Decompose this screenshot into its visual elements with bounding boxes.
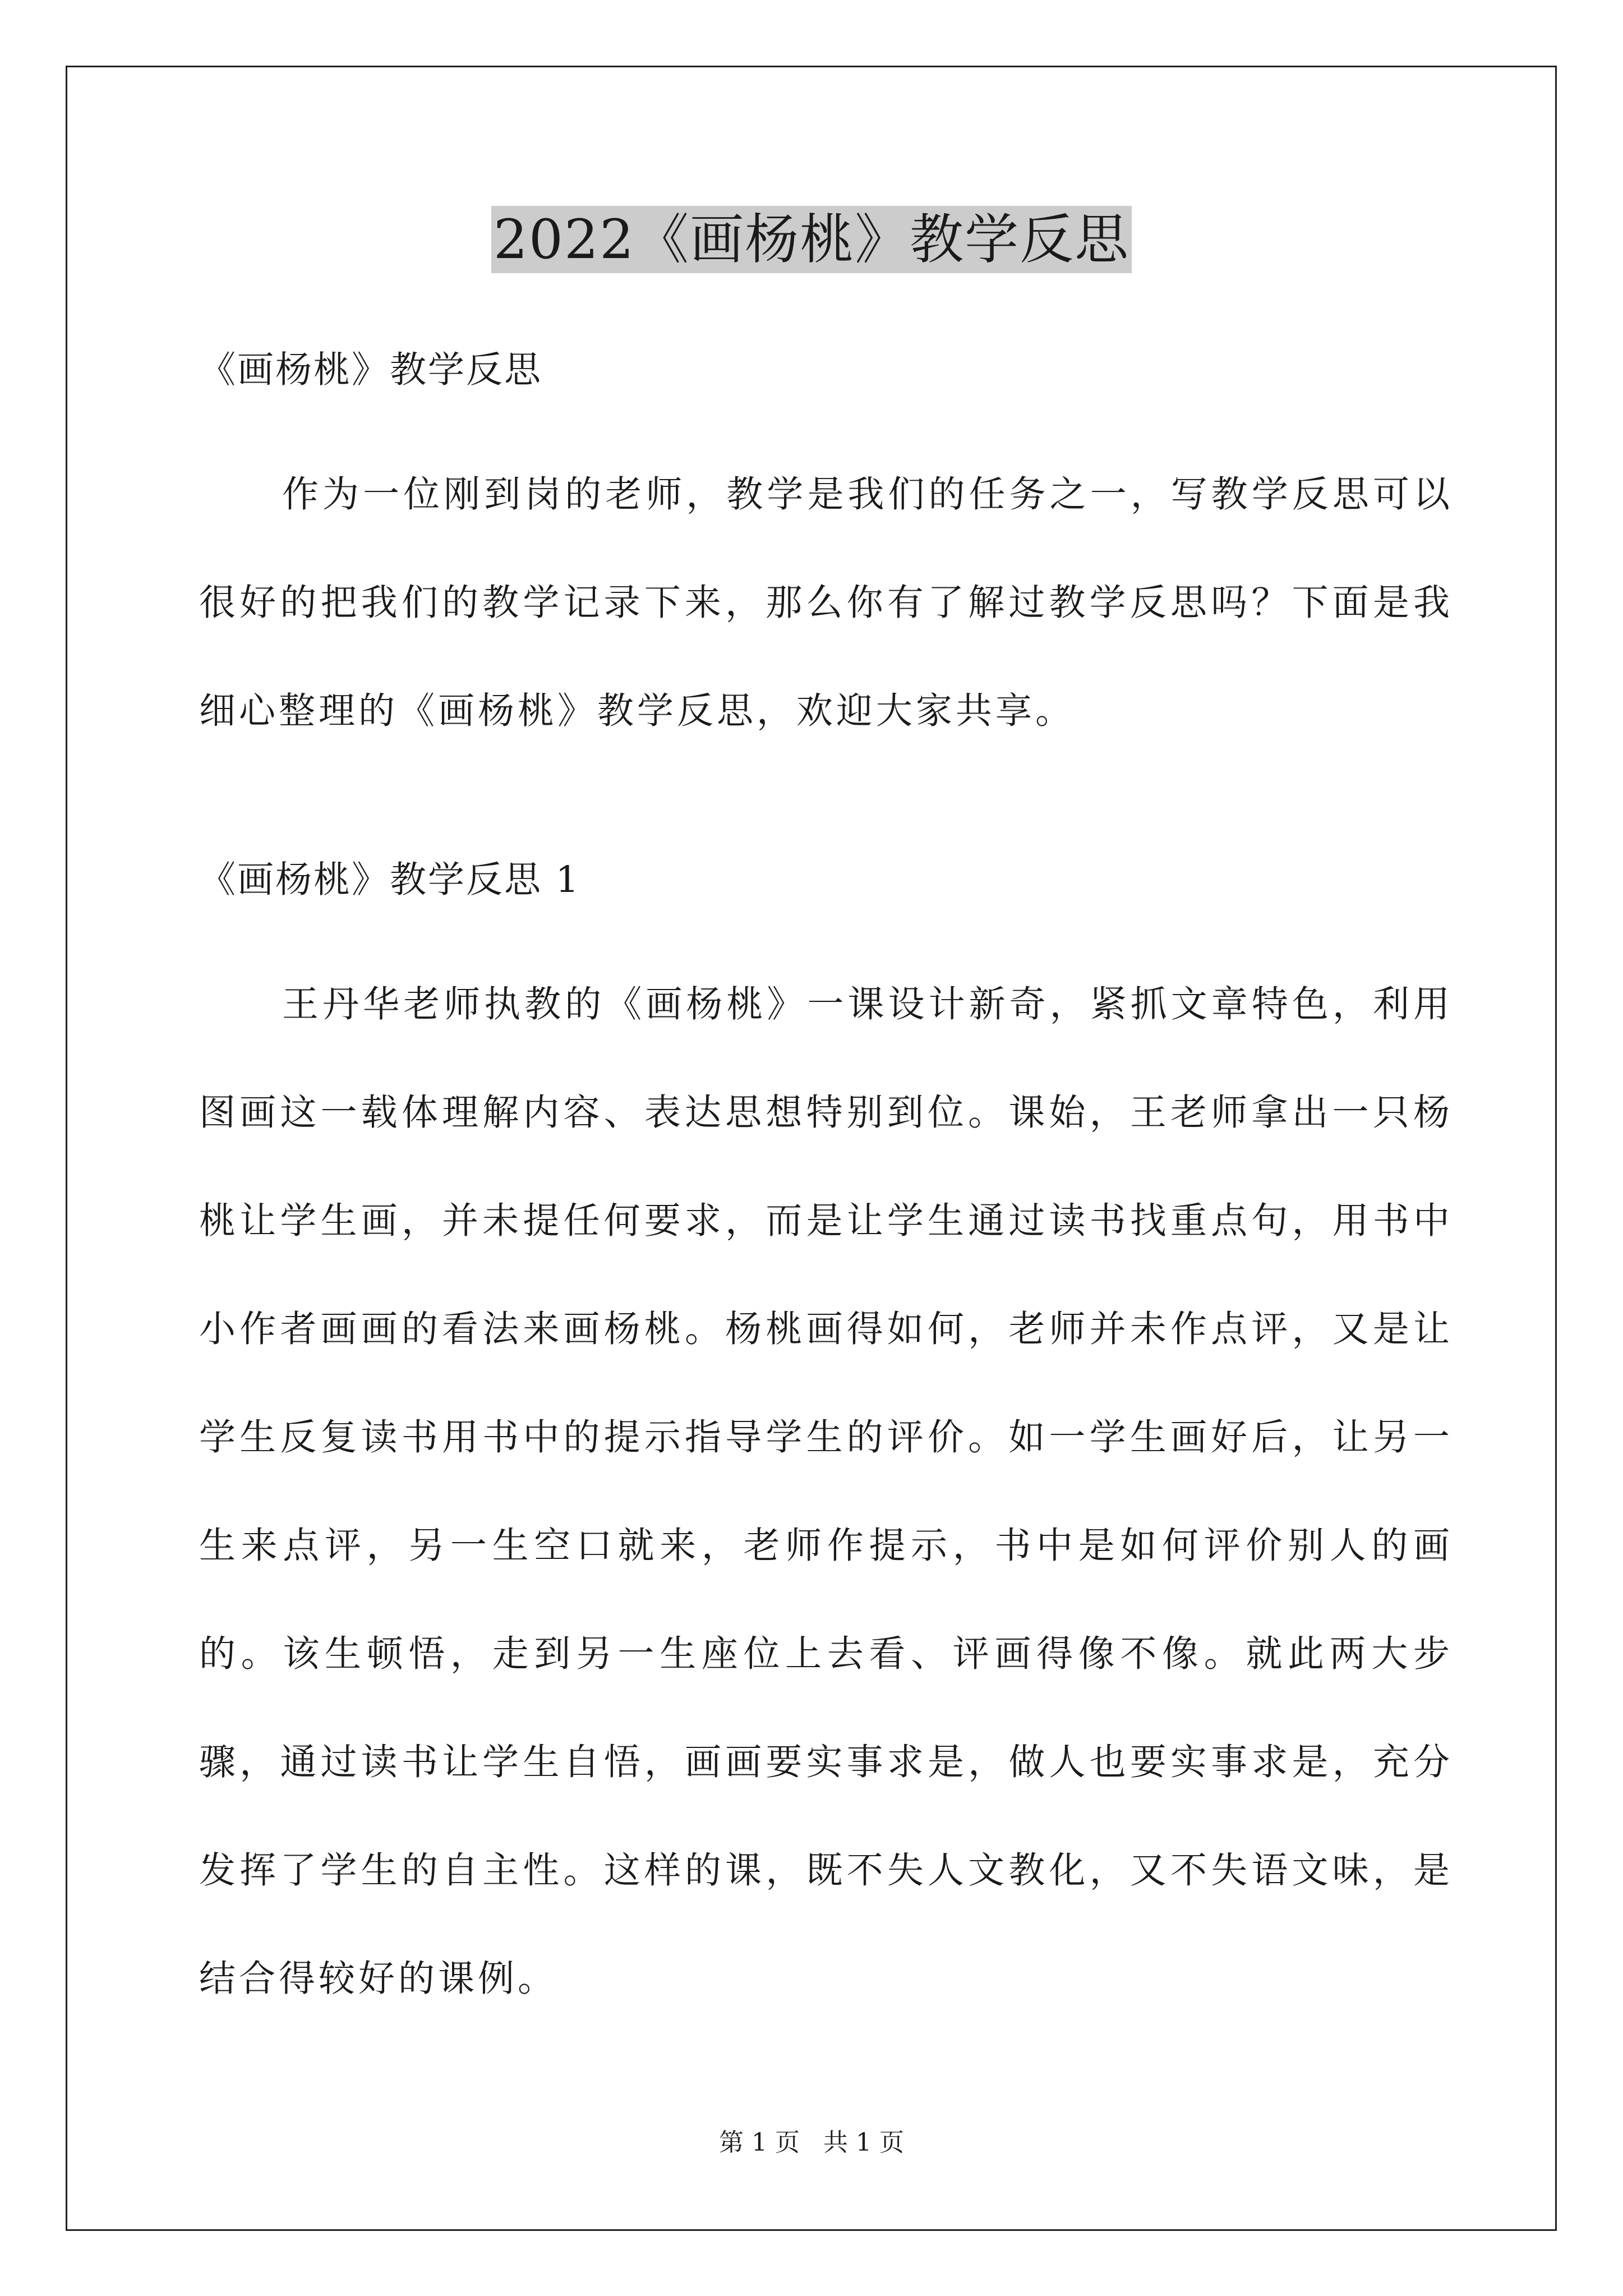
intro-heading: 《画杨桃》教学反思: [199, 349, 543, 391]
section-1-heading: 《画杨桃》教学反思 1: [199, 859, 581, 901]
page-number-current: 第 1 页: [719, 2128, 800, 2157]
document-body: [199, 317, 1453, 2033]
document-title-text: 2022《画杨桃》教学反思: [491, 206, 1132, 273]
page-number-total: 共 1 页: [823, 2128, 904, 2157]
page-footer: [0, 2126, 1623, 2160]
document-title: [0, 203, 1623, 276]
intro-paragraph: 作为一位刚到岗的老师，教学是我们的任务之一，写教学反思可以很好的把我们的教学记录下来，那么你有了解过教学反思吗？下面是我细心整理的《画杨桃》教学反思，欢迎大家共享。: [199, 473, 1453, 732]
section-1-paragraph: 王丹华老师执教的《画杨桃》一课设计新奇，紧抓文章特色，利用图画这一载体理解内容、表达思想特别到位。课始，王老师拿出一只杨桃让学生画，并未提任何要求，而是让学生通过读书找重点句，用书中小作者画画的看法来画杨桃。杨桃画得如何，老师并未作点评，又是让学生反复读书用书中的提示指导学生的评价。如一学生画好后，让另一生来点评，另一生空口就来，老师作提示，书中是如何评价别人的画的。该生顿悟，走到另一生座位上去看、评画得像不像。就此两大步骤，通过读书让学生自悟，画画要实事求是，做人也要实事求是，充分发挥了学生的自主性。这样的课，既不失人文教化，又不失语文味，是结合得较好的课例。: [199, 983, 1453, 2000]
